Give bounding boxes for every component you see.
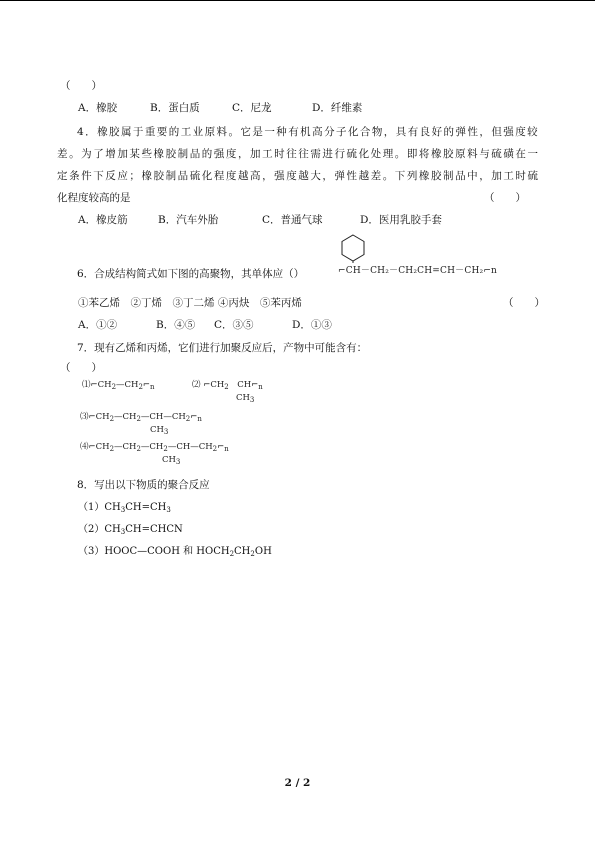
q8-stem: 8．写出以下物质的聚合反应 xyxy=(77,479,210,491)
q3-option-d: D．纤维素 xyxy=(312,102,363,114)
q7-product-3-label: ⑶ xyxy=(80,412,89,422)
page-number: 2 / 2 xyxy=(284,777,311,789)
q8-item-1: $(1)CH_3CH=CH_3$ xyxy=(78,502,171,514)
q7-product-3: $⑶⌐CH_2—CH_2—CH—CH_2⌐_n$ $CH_3$ xyxy=(80,412,202,436)
q3-option-c: C．尼龙 xyxy=(232,102,272,114)
q6-polymer-formula: ⌐CH－CH₂－CH₂CH=CH－CH₂⌐n xyxy=(338,266,498,276)
q3-option-a: A．橡胶 xyxy=(78,102,118,114)
q4-stem-line-1: 4．橡胶属于重要的工业原料。它是一种有机高分子化合物，具有良好的弹性，但强度较 xyxy=(77,126,540,138)
q4-option-d: D．医用乳胶手套 xyxy=(360,214,442,226)
q6-option-b: B．④⑤ xyxy=(156,319,196,331)
q6-option-a: A．①② xyxy=(78,319,118,331)
q7-product-1: $⑴⌐CH_2—CH_2⌐_n$ xyxy=(82,380,155,391)
q4-stem-line-4: 化程度较高的是 xyxy=(57,192,131,204)
q7-product-2: ⑵ $⌐CH_2$ $CH⌐_n$ $CH_3$ xyxy=(192,380,263,404)
q4-option-a: A．橡皮筋 xyxy=(78,214,128,226)
q3-answer-bracket: （ ） xyxy=(60,80,102,92)
q4-option-c: C．普通气球 xyxy=(262,214,323,226)
q4-answer-bracket: （ ） xyxy=(484,192,526,204)
q3-option-b: B．蛋白质 xyxy=(150,102,200,114)
q4-stem-line-3: 定条件下反应；橡胶制品硫化程度越高，强度越大，弹性越差。下列橡胶制品中，加工时硫 xyxy=(57,170,540,182)
q7-answer-bracket: （ ） xyxy=(60,362,102,374)
q6-monomer-list: ①苯乙烯 ②丁烯 ③丁二烯 ④丙炔 ⑤苯丙烯 xyxy=(78,297,302,309)
q7-stem: 7．现有乙烯和丙烯，它们进行加聚反应后，产物中可能含有： xyxy=(77,342,368,354)
q6-stem: 6．合成结构简式如下图的高聚物，其单体应（） xyxy=(77,268,305,280)
q6-option-c: C．③⑤ xyxy=(214,319,254,331)
q7-product-1-label: ⑴ xyxy=(82,380,91,390)
q7-product-2-label: ⑵ xyxy=(192,380,201,390)
q4-stem-line-2: 差。为了增加某些橡胶制品的强度，加工时往往需进行硫化处理。即将橡胶原料与硫磺在一 xyxy=(57,148,540,160)
q4-option-b: B．汽车外胎 xyxy=(158,214,219,226)
benzene-ring-icon xyxy=(338,233,368,263)
q8-item-3: （3）HOOC—COOH 和 $HOCH_2CH_2OH$ xyxy=(78,546,272,558)
page-top-rule xyxy=(0,0,595,1)
q8-item-2: $(2)CH_3CH=CHCN$ xyxy=(78,524,183,536)
q6-option-d: D．①③ xyxy=(292,319,332,331)
q6-answer-bracket: （ ） xyxy=(503,297,545,309)
q7-product-4: $⑷⌐CH_2—CH_2—CH_2—CH—CH_2⌐_n$ $CH_3$ xyxy=(80,442,229,466)
q7-product-4-label: ⑷ xyxy=(80,442,89,452)
